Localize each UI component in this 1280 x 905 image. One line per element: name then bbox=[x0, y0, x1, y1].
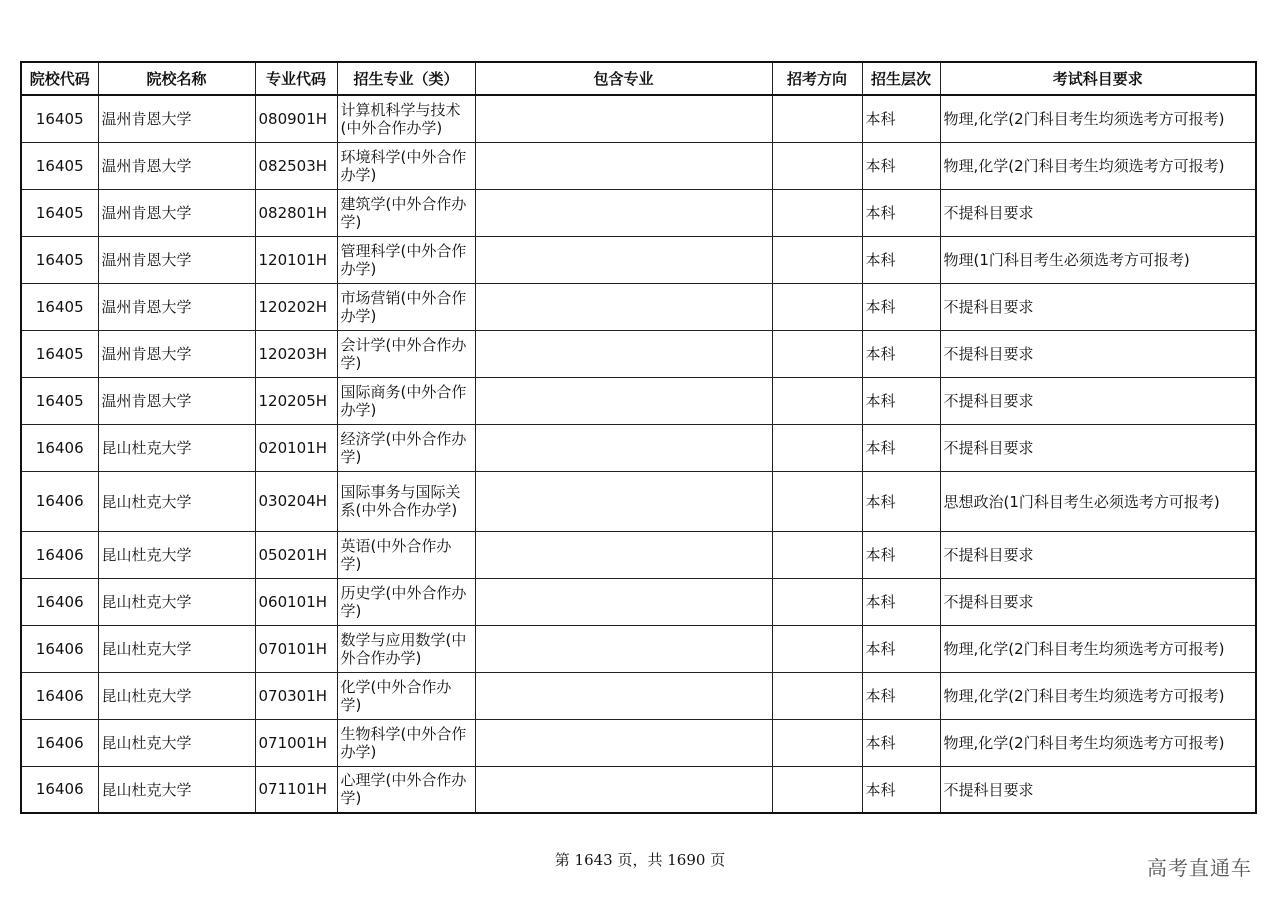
cell-included-majors bbox=[475, 236, 772, 283]
cell-direction bbox=[772, 578, 862, 625]
cell-major-code: 030204H bbox=[255, 471, 337, 531]
cell-major-code: 120205H bbox=[255, 377, 337, 424]
cell-direction bbox=[772, 672, 862, 719]
watermark-logo: 高考直通车 bbox=[1147, 856, 1252, 880]
cell-major-code: 071001H bbox=[255, 719, 337, 766]
cell-major: 英语(中外合作办学) bbox=[337, 531, 475, 578]
page-number: 第 1643 页，共 1690 页 bbox=[554, 851, 726, 869]
cell-direction bbox=[772, 471, 862, 531]
cell-included-majors bbox=[475, 672, 772, 719]
cell-major-code: 120101H bbox=[255, 236, 337, 283]
cell-school-code: 16406 bbox=[21, 471, 98, 531]
cell-school-code: 16406 bbox=[21, 672, 98, 719]
header-major-code: 专业代码 bbox=[255, 62, 337, 95]
cell-subject-requirement: 思想政治(1门科目考生必须选考方可报考) bbox=[940, 471, 1256, 531]
cell-direction bbox=[772, 283, 862, 330]
cell-level: 本科 bbox=[862, 95, 940, 142]
table-row bbox=[21, 142, 1256, 189]
cell-subject-requirement: 物理(1门科目考生必须选考方可报考) bbox=[940, 236, 1256, 283]
cell-school-name: 昆山杜克大学 bbox=[98, 672, 255, 719]
cell-level: 本科 bbox=[862, 377, 940, 424]
cell-direction bbox=[772, 531, 862, 578]
cell-major-code: 060101H bbox=[255, 578, 337, 625]
cell-subject-requirement: 不提科目要求 bbox=[940, 424, 1256, 471]
cell-school-name: 昆山杜克大学 bbox=[98, 766, 255, 813]
cell-major: 市场营销(中外合作办学) bbox=[337, 283, 475, 330]
table-row bbox=[21, 625, 1256, 672]
cell-direction bbox=[772, 189, 862, 236]
cell-major: 经济学(中外合作办学) bbox=[337, 424, 475, 471]
table-row bbox=[21, 471, 1256, 531]
cell-included-majors bbox=[475, 189, 772, 236]
table-row bbox=[21, 377, 1256, 424]
cell-direction bbox=[772, 330, 862, 377]
cell-school-name: 昆山杜克大学 bbox=[98, 424, 255, 471]
cell-included-majors bbox=[475, 471, 772, 531]
cell-level: 本科 bbox=[862, 142, 940, 189]
cell-level: 本科 bbox=[862, 578, 940, 625]
table-row bbox=[21, 424, 1256, 471]
table-row bbox=[21, 719, 1256, 766]
cell-subject-requirement: 不提科目要求 bbox=[940, 330, 1256, 377]
cell-school-code: 16405 bbox=[21, 95, 98, 142]
cell-level: 本科 bbox=[862, 330, 940, 377]
cell-included-majors bbox=[475, 330, 772, 377]
cell-subject-requirement: 不提科目要求 bbox=[940, 283, 1256, 330]
cell-subject-requirement: 不提科目要求 bbox=[940, 578, 1256, 625]
cell-school-code: 16405 bbox=[21, 142, 98, 189]
cell-school-name: 温州肯恩大学 bbox=[98, 142, 255, 189]
cell-major-code: 050201H bbox=[255, 531, 337, 578]
cell-subject-requirement: 物理,化学(2门科目考生均须选考方可报考) bbox=[940, 142, 1256, 189]
cell-level: 本科 bbox=[862, 531, 940, 578]
cell-major-code: 080901H bbox=[255, 95, 337, 142]
cell-included-majors bbox=[475, 719, 772, 766]
cell-level: 本科 bbox=[862, 236, 940, 283]
cell-direction bbox=[772, 766, 862, 813]
cell-major: 环境科学(中外合作办学) bbox=[337, 142, 475, 189]
cell-school-name: 昆山杜克大学 bbox=[98, 531, 255, 578]
cell-included-majors bbox=[475, 531, 772, 578]
cell-school-name: 昆山杜克大学 bbox=[98, 578, 255, 625]
cell-major: 生物科学(中外合作办学) bbox=[337, 719, 475, 766]
cell-included-majors bbox=[475, 95, 772, 142]
cell-major: 建筑学(中外合作办学) bbox=[337, 189, 475, 236]
header-subject-requirement: 考试科目要求 bbox=[940, 62, 1256, 95]
cell-major: 国际事务与国际关系(中外合作办学) bbox=[337, 471, 475, 531]
cell-subject-requirement: 物理,化学(2门科目考生均须选考方可报考) bbox=[940, 719, 1256, 766]
cell-school-code: 16406 bbox=[21, 766, 98, 813]
table-row bbox=[21, 236, 1256, 283]
cell-level: 本科 bbox=[862, 625, 940, 672]
cell-major: 历史学(中外合作办学) bbox=[337, 578, 475, 625]
cell-major-code: 082503H bbox=[255, 142, 337, 189]
header-direction: 招考方向 bbox=[772, 62, 862, 95]
cell-included-majors bbox=[475, 283, 772, 330]
header-included-majors: 包含专业 bbox=[475, 62, 772, 95]
cell-direction bbox=[772, 625, 862, 672]
header-row bbox=[21, 62, 1256, 95]
cell-subject-requirement: 不提科目要求 bbox=[940, 531, 1256, 578]
cell-included-majors bbox=[475, 766, 772, 813]
table-row bbox=[21, 672, 1256, 719]
cell-direction bbox=[772, 719, 862, 766]
cell-school-name: 昆山杜克大学 bbox=[98, 719, 255, 766]
cell-level: 本科 bbox=[862, 766, 940, 813]
cell-major-code: 082801H bbox=[255, 189, 337, 236]
cell-direction bbox=[772, 142, 862, 189]
cell-school-name: 温州肯恩大学 bbox=[98, 95, 255, 142]
cell-major-code: 020101H bbox=[255, 424, 337, 471]
cell-included-majors bbox=[475, 578, 772, 625]
cell-major: 计算机科学与技术(中外合作办学) bbox=[337, 95, 475, 142]
header-major: 招生专业（类） bbox=[337, 62, 475, 95]
cell-major: 国际商务(中外合作办学) bbox=[337, 377, 475, 424]
cell-subject-requirement: 不提科目要求 bbox=[940, 377, 1256, 424]
cell-major-code: 120203H bbox=[255, 330, 337, 377]
cell-included-majors bbox=[475, 377, 772, 424]
cell-school-code: 16405 bbox=[21, 377, 98, 424]
cell-school-code: 16406 bbox=[21, 625, 98, 672]
cell-level: 本科 bbox=[862, 189, 940, 236]
table-row bbox=[21, 330, 1256, 377]
cell-direction bbox=[772, 95, 862, 142]
cell-school-code: 16406 bbox=[21, 719, 98, 766]
cell-subject-requirement: 物理,化学(2门科目考生均须选考方可报考) bbox=[940, 672, 1256, 719]
cell-major: 会计学(中外合作办学) bbox=[337, 330, 475, 377]
cell-direction bbox=[772, 377, 862, 424]
cell-school-name: 温州肯恩大学 bbox=[98, 330, 255, 377]
cell-level: 本科 bbox=[862, 719, 940, 766]
cell-school-code: 16405 bbox=[21, 189, 98, 236]
cell-major: 心理学(中外合作办学) bbox=[337, 766, 475, 813]
cell-included-majors bbox=[475, 424, 772, 471]
cell-school-name: 昆山杜克大学 bbox=[98, 471, 255, 531]
cell-included-majors bbox=[475, 625, 772, 672]
table-row bbox=[21, 189, 1256, 236]
cell-direction bbox=[772, 236, 862, 283]
header-level: 招生层次 bbox=[862, 62, 940, 95]
table-row bbox=[21, 95, 1256, 142]
cell-major: 管理科学(中外合作办学) bbox=[337, 236, 475, 283]
table-row bbox=[21, 531, 1256, 578]
cell-school-code: 16406 bbox=[21, 424, 98, 471]
cell-major: 数学与应用数学(中外合作办学) bbox=[337, 625, 475, 672]
cell-major-code: 120202H bbox=[255, 283, 337, 330]
cell-school-code: 16406 bbox=[21, 531, 98, 578]
cell-major-code: 070101H bbox=[255, 625, 337, 672]
cell-school-code: 16406 bbox=[21, 578, 98, 625]
table-row bbox=[21, 766, 1256, 813]
cell-direction bbox=[772, 424, 862, 471]
cell-major: 化学(中外合作办学) bbox=[337, 672, 475, 719]
cell-subject-requirement: 物理,化学(2门科目考生均须选考方可报考) bbox=[940, 625, 1256, 672]
cell-major-code: 070301H bbox=[255, 672, 337, 719]
cell-school-code: 16405 bbox=[21, 236, 98, 283]
cell-level: 本科 bbox=[862, 424, 940, 471]
table-row bbox=[21, 283, 1256, 330]
cell-subject-requirement: 不提科目要求 bbox=[940, 189, 1256, 236]
table-row bbox=[21, 578, 1256, 625]
cell-school-name: 昆山杜克大学 bbox=[98, 625, 255, 672]
cell-level: 本科 bbox=[862, 283, 940, 330]
admission-table bbox=[20, 61, 1257, 814]
cell-subject-requirement: 物理,化学(2门科目考生均须选考方可报考) bbox=[940, 95, 1256, 142]
cell-included-majors bbox=[475, 142, 772, 189]
cell-subject-requirement: 不提科目要求 bbox=[940, 766, 1256, 813]
cell-major-code: 071101H bbox=[255, 766, 337, 813]
cell-school-name: 温州肯恩大学 bbox=[98, 283, 255, 330]
cell-school-name: 温州肯恩大学 bbox=[98, 377, 255, 424]
cell-level: 本科 bbox=[862, 471, 940, 531]
cell-school-code: 16405 bbox=[21, 330, 98, 377]
cell-school-name: 温州肯恩大学 bbox=[98, 236, 255, 283]
header-school-name: 院校名称 bbox=[98, 62, 255, 95]
header-school-code: 院校代码 bbox=[21, 62, 98, 95]
cell-school-name: 温州肯恩大学 bbox=[98, 189, 255, 236]
cell-school-code: 16405 bbox=[21, 283, 98, 330]
cell-level: 本科 bbox=[862, 672, 940, 719]
